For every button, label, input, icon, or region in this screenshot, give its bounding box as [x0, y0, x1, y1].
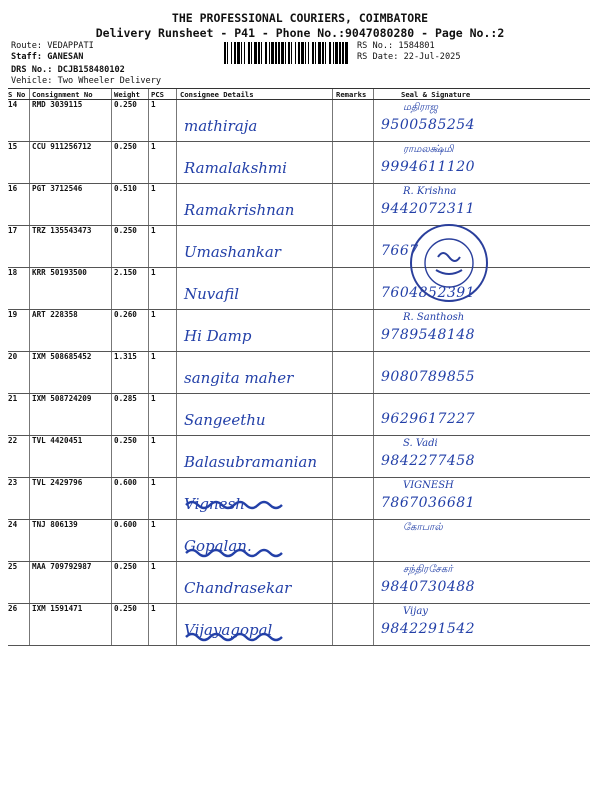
- sno-cell: 24: [8, 520, 18, 529]
- barcode-icon: [224, 42, 348, 64]
- table-row: [8, 394, 590, 436]
- weight-cell: 0.250: [114, 436, 137, 445]
- pcs-cell: 1: [151, 436, 156, 445]
- table-row: [8, 142, 590, 184]
- pcs-cell: 1: [151, 310, 156, 319]
- table-header-row: [8, 88, 590, 100]
- runsheet-subtitle: Delivery Runsheet - P41 - Phone No.:9047080280 - Page No.:2: [95, 26, 505, 40]
- sno-cell: 25: [8, 562, 18, 571]
- table-row: [8, 310, 590, 352]
- table-row: [8, 352, 590, 394]
- pcs-cell: 1: [151, 352, 156, 361]
- drs-value: DCJB158480102: [57, 65, 125, 75]
- pcs-cell: 1: [151, 562, 156, 571]
- table-row: [8, 436, 590, 478]
- rs-date-label: RS Date:: [357, 52, 399, 62]
- company-title: THE PROFESSIONAL COURIERS, COIMBATORE: [171, 11, 429, 25]
- route-value: VEDAPPATI: [47, 41, 94, 51]
- consignment-cell: TRZ 135543473: [32, 226, 92, 235]
- phone-handwritten: 7604852391: [381, 285, 476, 301]
- signature-handwritten: சந்திரசேகர்: [403, 564, 453, 575]
- header-sno: S No: [8, 90, 26, 99]
- pcs-cell: 1: [151, 142, 156, 151]
- weight-cell: 2.150: [114, 268, 137, 277]
- consignment-cell: TNJ 806139: [32, 520, 78, 529]
- header-consignment: Consignment No: [32, 90, 93, 99]
- weight-cell: 0.250: [114, 226, 137, 235]
- consignment-cell: TVL 2429796: [32, 478, 83, 487]
- strikethrough-scribble: [184, 548, 294, 558]
- header-weight: Weight: [114, 90, 140, 99]
- weight-cell: 0.285: [114, 394, 137, 403]
- table-row: [8, 226, 590, 268]
- consignee-name-handwritten: Chandrasekar: [184, 579, 292, 597]
- consignment-cell: IXM 508685452: [32, 352, 92, 361]
- sno-cell: 18: [8, 268, 18, 277]
- pcs-cell: 1: [151, 100, 156, 109]
- pcs-cell: 1: [151, 184, 156, 193]
- vehicle-label: Vehicle:: [11, 76, 53, 86]
- pcs-cell: 1: [151, 478, 156, 487]
- table-row: [8, 268, 590, 310]
- signature-handwritten: S. Vadi: [403, 438, 438, 449]
- consignment-cell: KRR 50193500: [32, 268, 87, 277]
- sno-cell: 22: [8, 436, 18, 445]
- consignee-name-handwritten: Sangeethu: [184, 411, 266, 429]
- phone-handwritten: 9994611120: [381, 159, 476, 175]
- consignee-name-handwritten: sangita maher: [184, 369, 294, 387]
- staff-line: [11, 52, 83, 63]
- weight-cell: 0.260: [114, 310, 137, 319]
- weight-cell: 1.315: [114, 352, 137, 361]
- sno-cell: 15: [8, 142, 18, 151]
- phone-handwritten: 7867036681: [381, 495, 476, 511]
- header-remarks: Remarks: [336, 90, 367, 99]
- route-line: [11, 41, 94, 52]
- staff-value: GANESAN: [47, 52, 84, 62]
- consignee-name-handwritten: Gopalan.: [184, 537, 252, 555]
- signature-handwritten: R. Krishna: [403, 186, 457, 197]
- consignee-name-handwritten: Vignesh: [184, 495, 245, 513]
- table-row: [8, 604, 590, 646]
- consignment-cell: TVL 4420451: [32, 436, 83, 445]
- drs-label: DRS No.:: [11, 65, 53, 75]
- phone-handwritten: 9080789855: [381, 369, 476, 385]
- weight-cell: 0.250: [114, 100, 137, 109]
- pcs-cell: 1: [151, 268, 156, 277]
- consignee-name-handwritten: mathiraja: [184, 117, 258, 135]
- vehicle-line: [11, 76, 161, 87]
- consignee-name-handwritten: Umashankar: [184, 243, 281, 261]
- signature-handwritten: Vijay: [403, 606, 428, 617]
- signature-handwritten: கோபால்: [403, 522, 443, 533]
- sno-cell: 23: [8, 478, 18, 487]
- table-row: [8, 478, 590, 520]
- consignee-name-handwritten: Hi Damp: [184, 327, 252, 345]
- consignment-cell: IXM 1591471: [32, 604, 83, 613]
- table-row: [8, 520, 590, 562]
- signature-handwritten: மதிராஜ: [403, 102, 438, 113]
- consignment-cell: ART 228358: [32, 310, 78, 319]
- table-row: [8, 562, 590, 604]
- phone-handwritten: 9500585254: [381, 117, 476, 133]
- header-pcs: PCS: [151, 90, 164, 99]
- consignment-cell: PGT 3712546: [32, 184, 83, 193]
- phone-handwritten: 9442072311: [381, 201, 476, 217]
- sno-cell: 16: [8, 184, 18, 193]
- weight-cell: 0.510: [114, 184, 137, 193]
- rs-date-value: 22-Jul-2025: [403, 52, 461, 62]
- consignee-name-handwritten: Ramakrishnan: [184, 201, 295, 219]
- vehicle-value: Two Wheeler Delivery: [57, 76, 162, 86]
- runsheet-table: [8, 88, 590, 646]
- weight-cell: 0.250: [114, 562, 137, 571]
- sno-cell: 20: [8, 352, 18, 361]
- rs-no-line: [357, 41, 435, 52]
- phone-handwritten: 9840730488: [381, 579, 476, 595]
- consignment-cell: CCU 911256712: [32, 142, 92, 151]
- sno-cell: 14: [8, 100, 18, 109]
- signature-handwritten: ராமலக்ஷ்மி: [403, 144, 454, 155]
- consignee-name-handwritten: Balasubramanian: [184, 453, 318, 471]
- consignee-name-handwritten: Vijayagopal: [184, 621, 273, 639]
- rs-no-label: RS No.:: [357, 41, 394, 51]
- weight-cell: 0.600: [114, 478, 137, 487]
- table-row: [8, 100, 590, 142]
- strikethrough-scribble: [184, 632, 294, 642]
- signature-handwritten: R. Santhosh: [403, 312, 465, 323]
- weight-cell: 0.250: [114, 142, 137, 151]
- table-body: [8, 100, 590, 646]
- pcs-cell: 1: [151, 604, 156, 613]
- sno-cell: 26: [8, 604, 18, 613]
- phone-handwritten: 9629617227: [381, 411, 476, 427]
- consignment-cell: IXM 508724209: [32, 394, 92, 403]
- rs-date-line: [357, 52, 461, 63]
- header-seal-signature: Seal & Signature: [401, 90, 471, 99]
- phone-handwritten: 9789548148: [381, 327, 476, 343]
- staff-label: Staff:: [11, 52, 43, 62]
- rs-no-value: 1584801: [398, 41, 435, 51]
- consignment-cell: RMD 3039115: [32, 100, 83, 109]
- phone-handwritten: 9842277458: [381, 453, 476, 469]
- sno-cell: 21: [8, 394, 18, 403]
- drs-line: [11, 65, 125, 76]
- phone-handwritten: 7667: [381, 243, 419, 259]
- weight-cell: 0.250: [114, 604, 137, 613]
- signature-handwritten: VIGNESH: [403, 480, 454, 491]
- company-seal-stamp: [408, 222, 490, 304]
- pcs-cell: 1: [151, 394, 156, 403]
- pcs-cell: 1: [151, 520, 156, 529]
- sno-cell: 19: [8, 310, 18, 319]
- consignee-name-handwritten: Nuvafil: [184, 285, 240, 303]
- route-label: Route:: [11, 41, 43, 51]
- consignment-cell: MAA 709792987: [32, 562, 92, 571]
- phone-handwritten: 9842291542: [381, 621, 476, 637]
- sno-cell: 17: [8, 226, 18, 235]
- header-consignee: Consignee Details: [180, 90, 254, 99]
- table-row: [8, 184, 590, 226]
- weight-cell: 0.600: [114, 520, 137, 529]
- pcs-cell: 1: [151, 226, 156, 235]
- consignee-name-handwritten: Ramalakshmi: [184, 159, 287, 177]
- strikethrough-scribble: [184, 500, 294, 510]
